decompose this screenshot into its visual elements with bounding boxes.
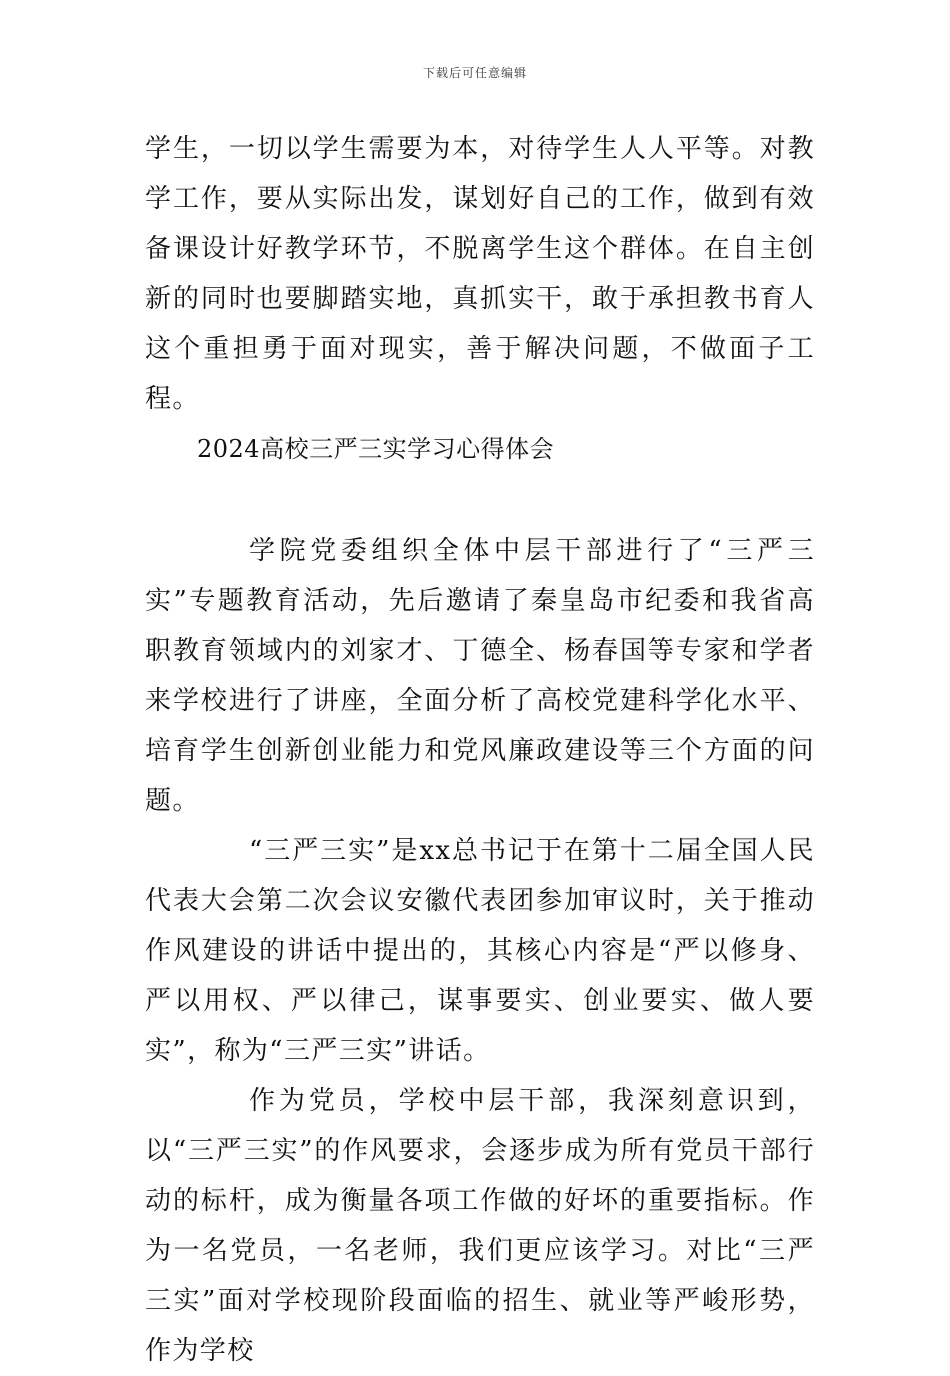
document-title: 2024高校三严三实学习心得体会 (197, 435, 555, 463)
blank-line (145, 474, 815, 526)
document-body (145, 124, 815, 1376)
paragraph-2: “三严三实”是xx总书记于在第十二届全国人民代表大会第二次会议安徽代表团参加审议时，关于推动作风建设的讲话中提出的，其核心内容是“严以修身、严以用权、严以律己，谋事要实、创业要实、做人要实”，称为“三严三实”讲话。 (145, 836, 815, 1066)
continued-paragraph: 学生，一切以学生需要为本，对待学生人人平等。对教学工作，要从实际出发，谋划好自己的工作，做到有效备课设计好教学环节，不脱离学生这个群体。在自主创新的同时也要脚踏实地，真抓实干，敢于承担教书育人这个重担勇于面对现实，善于解决问题，不做面子工程。 (145, 134, 815, 414)
paragraph-1: 学院党委组织全体中层干部进行了“三严三实”专题教育活动，先后邀请了秦皇岛市纪委和我省高职教育领域内的刘家才、丁德全、杨春国等专家和学者来学校进行了讲座，全面分析了高校党建科学化水平、培育学生创新创业能力和党风廉政建设等三个方面的问题。 (145, 536, 815, 816)
page-header: 下载后可任意编辑 (422, 66, 527, 80)
paragraph-3: 作为党员，学校中层干部，我深刻意识到，以“三严三实”的作风要求，会逐步成为所有党员干部行动的标杆，成为衡量各项工作做的好坏的重要指标。作为一名党员，一名老师，我们更应该学习。对比“三严三实”面对学校现阶段面临的招生、就业等严峻形势，作为学校 (145, 1086, 815, 1366)
